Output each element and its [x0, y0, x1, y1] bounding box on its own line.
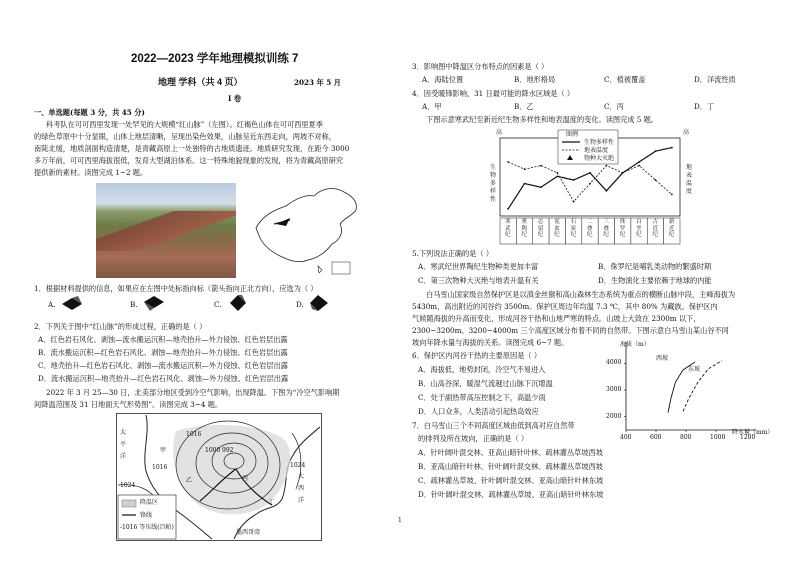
cube-arrow-icon — [308, 293, 330, 313]
section-heading: 一、单选题(每题 3 分，共 45 分) — [34, 108, 145, 117]
chart-left-high: 高 — [496, 129, 503, 136]
biodiversity-point — [540, 186, 542, 188]
q4-stem: 4．因受暖锋影响，31 日最可能的降水区域是（ ） — [412, 89, 575, 98]
chart-legend-title: 图例 — [566, 131, 579, 138]
intro34-line: 2022 年 3 月 25—30 日，北美部分地区受到冷空气影响，出现降温。下图为“冷空气影响期 — [46, 388, 340, 397]
q3-option-b: B．地形格局 — [514, 75, 556, 84]
q7-option-d: D．针叶阔叶混交林、疏林灌丛草坡、亚高山暗针叶林东坡 — [418, 490, 604, 499]
biodiversity-point — [573, 179, 575, 181]
isobar-label: 1000 — [205, 447, 221, 454]
category-label: 二叠纪 — [587, 219, 593, 238]
category-label: 寒武纪 — [505, 219, 511, 238]
temperature-point — [556, 172, 558, 174]
q2-option-c: C．地壳抬升—红色岩石风化、剥蚀—流水搬运沉积—外力侵蚀、红色岩层出露 — [38, 361, 288, 370]
q6-option-a: A．海拔低，地势封闭，冷空气不易进入 — [418, 365, 546, 374]
q5-option-c: C．第三次物种大灭绝与地表升温有关 — [418, 276, 539, 285]
q4-option-c: C．丙 — [604, 102, 624, 111]
volume-label: I 卷 — [228, 94, 242, 103]
legend-cooling: 降温区 — [140, 499, 159, 506]
q6-option-d: D．人口众多，人类活动引起热岛效应 — [418, 407, 539, 416]
category-label: 泥盆纪 — [554, 219, 560, 238]
alt-series-west: 西坡 — [656, 355, 669, 362]
temperature-point — [524, 168, 526, 170]
tick-label: 1200 — [740, 434, 756, 441]
ocean-label: 洋 — [298, 497, 305, 504]
intro-line: 的绿色草原中十分显眼，山体上地层清晰，呈现出染色效果，山脉呈近东西走向，两坡不对称， — [34, 132, 336, 141]
q6-option-b: B．山高谷深，暖湿气流越过山脉下沉增温 — [418, 379, 553, 388]
tick-label: 3000 — [606, 386, 622, 393]
q3-option-d: D．洋流性质 — [694, 75, 736, 84]
intro-line: 科考队在可可西里发现一处罕见的大规模“红山脉”（左图）。红褐色山体在可可西里夏季 — [46, 120, 323, 129]
alt-chart-xlabel: 降水量（mm） — [732, 429, 774, 436]
q5-option-a: A．寒武纪世界陶纪生物种类更加丰富 — [418, 262, 539, 271]
ocean-label: 洋 — [120, 453, 127, 460]
temperature-point — [671, 194, 673, 196]
red-mountain-photo — [96, 183, 236, 278]
ocean-label: 平 — [120, 441, 127, 448]
legend-isobar: -1016 等压线(百帕) — [120, 524, 174, 531]
category-label: 志留纪 — [537, 219, 544, 238]
category-label: 古近纪 — [652, 219, 658, 238]
chart-legend-temp: 地表温度 — [584, 147, 609, 154]
q2-option-b: B．流水搬运沉积—红色岩石风化、剥蚀—地壳抬升—外力侵蚀、红色岩层出露 — [38, 348, 288, 357]
tick-label: 600 — [650, 434, 662, 441]
chart-legend-bio: 生物多样性 — [584, 139, 615, 146]
biodiversity-point — [655, 150, 657, 152]
isobar-label: 992 — [222, 447, 234, 454]
exam-date: 2023 年 5 月 — [294, 78, 341, 87]
tick-label: 4000 — [606, 359, 622, 367]
q7-stem: 的排列及所在坡向，正确的是（ ） — [418, 434, 529, 443]
q7-stem: 7．白马雪山三个不同高度区域由低到高对应自然带 — [412, 421, 575, 430]
q3-option-c: C．植被覆盖 — [604, 75, 646, 84]
temperature-point — [622, 172, 624, 174]
intro-line: 多万年前，可可西里海拔很低，发育大型湖泊体系。这一特殊地貌现象的发现，将为青藏高原研究 — [34, 156, 344, 165]
exam-title: 2022—2023 学年地理模拟训练 7 — [131, 53, 299, 65]
cube-arrow-icon — [142, 294, 166, 312]
marker-yi: 乙 — [186, 477, 193, 484]
q5-option-b: B．侏罗纪是哺乳类动物的繁盛时期 — [598, 262, 712, 271]
gulf-label: 墨西哥湾 — [236, 529, 261, 536]
marker-ding: 丁 — [268, 499, 275, 506]
ocean-label: 大 — [298, 473, 305, 480]
q5-option-d: D．生物演化主要依赖于地球的内能 — [598, 276, 712, 285]
q5-stem: 5.下列说法正确的是（ ） — [412, 249, 494, 258]
category-label: 奥陶纪 — [521, 219, 528, 238]
temperature-point — [540, 165, 542, 167]
biodiversity-point — [524, 183, 526, 185]
marker-jia: 甲 — [160, 447, 167, 454]
intro-line: 南陡北缓，地质剖面构造清楚，是青藏高原上一处独特的古地质遗迹。地质研究发现，在距今 3000 — [34, 144, 350, 153]
q2-option-a: A．红色岩石风化、剥蚀—流水搬运沉积—地壳抬升—外力侵蚀、红色岩层出露 — [38, 335, 288, 344]
q1-option-b: B. — [130, 300, 138, 309]
q1-option-d: D. — [296, 300, 304, 309]
biodiversity-point — [589, 172, 591, 174]
q6-option-c: C．处于副热带高压控制之下，高温少雨 — [418, 393, 546, 402]
intro67-line: 5430m，高出附近的河谷约 3500m。保护区周边年均温 7.3 ℃，其中 80% 为藏族。保护区内 — [412, 302, 718, 311]
q7-option-c: C．疏林灌丛草坡、针叶阔叶混交林、亚高山暗针叶林东坡 — [418, 476, 604, 485]
alt-chart-ylabel: 海拔（m） — [620, 341, 650, 348]
chart-ylabel-right: 地表温度 — [686, 164, 693, 195]
biodiversity-point — [507, 208, 509, 210]
q1-option-c: C. — [214, 300, 222, 309]
intro67-line: 2300~3200m、3200~4000m 三个高度区域分布着不同的自然带。下图示意白马雪山某山谷不同 — [412, 326, 729, 335]
intro-line: 提供新的素材。读图完成 1~2 题。 — [34, 168, 148, 177]
temperature-point — [573, 201, 575, 203]
biodiversity-point — [638, 161, 640, 163]
q2-option-d: D．流水搬运沉积—地壳抬升—红色岩石风化、剥蚀—外力侵蚀、红色岩层出露 — [38, 374, 289, 383]
intro67-line: 坡向年降水量与海拔的关系。读图完成 6~7 题。 — [412, 338, 569, 347]
biodiversity-point — [605, 190, 607, 192]
isobar-label: 1024 — [120, 482, 136, 489]
temperature-point — [605, 165, 607, 167]
tick-label: 400 — [620, 434, 632, 441]
biodiversity-point — [671, 147, 673, 149]
chart-ylabel-left: 生物多样性 — [490, 164, 497, 203]
category-label: 三叠纪 — [603, 219, 609, 238]
cube-arrow-icon — [60, 294, 84, 312]
q4-option-d: D．丁 — [694, 102, 715, 111]
category-label: 白垩纪 — [636, 219, 642, 238]
q7-option-a: A．针叶阔叶混交林、亚高山暗针叶林、疏林灌丛草坡西坡 — [418, 448, 603, 457]
isobar-label: 1024 — [290, 462, 306, 469]
intro67-line: 白马雪山国家级自然保护区是以滇金丝猴和高山森林生态系统为重点的横断山脉中段，主峰海拔为 — [426, 290, 736, 299]
q7-option-b: B．亚高山暗针叶林、针叶阔叶混交林、疏林灌丛草坡西坡 — [418, 462, 603, 471]
temperature-point — [507, 161, 509, 163]
chart-legend-extinct: 物种大灭绝 — [584, 155, 615, 162]
cube-arrow-icon — [226, 293, 248, 313]
intro5: 下图示意寒武纪至新近纪生物多样性和地表温度的变化。读图完成 5 题。 — [426, 115, 658, 124]
isobar-label: 1016 — [186, 431, 202, 438]
weather-map — [116, 413, 322, 541]
legend-front: 锋线 — [140, 512, 153, 519]
intro34-line: 间降温范围及 31 日地面天气形势图”。读图完成 3~4 题。 — [34, 400, 223, 409]
alt-series-east: 东坡 — [688, 366, 701, 373]
isobar-label: 1016 — [152, 464, 168, 471]
q6-stem: 6．保护区内河谷干热的主要原因是（ ） — [412, 351, 542, 360]
tick-label: 800 — [680, 434, 692, 441]
tick-label: 2000 — [606, 412, 622, 420]
temperature-point — [638, 165, 640, 167]
category-label: 新近纪 — [668, 219, 675, 238]
temperature-line — [508, 162, 672, 202]
biodiversity-point — [556, 176, 558, 178]
marker-bing: 丙 — [242, 475, 249, 482]
chart-right-high: 高 — [683, 129, 690, 136]
q4-option-a: A．甲 — [422, 102, 442, 111]
subject-line: 地理 学科（共 4 页） — [158, 77, 243, 87]
china-outline-map — [248, 180, 368, 278]
q2-stem: 2．下列关于图中“红山脉”的形成过程，正确的是（ ） — [34, 322, 207, 331]
ocean-label: 太 — [120, 429, 127, 436]
category-label: 石炭纪 — [570, 219, 577, 238]
q3-stem: 3．影响图中降温区分布特点的因素是（ ） — [412, 62, 549, 71]
tick-label: 1000 — [710, 434, 726, 441]
page-number: 1 — [398, 517, 402, 524]
intro67-line: 气候随海拔的升高而变化，形成河谷干热和山地严寒的特点。山坡上大致在 2300m 以下， — [412, 314, 701, 323]
ocean-label: 西 — [298, 485, 305, 492]
q3-option-a: A．海陆位置 — [422, 75, 464, 84]
temperature-point — [589, 183, 591, 185]
q1-stem: 1．根据材料提供的信息，如果应在左图中处标指向标（箭头指向正北方向），应选为（ ） — [34, 284, 318, 293]
temperature-point — [655, 179, 657, 181]
q1-option-a: A. — [48, 300, 56, 309]
category-label: 侏罗纪 — [619, 219, 626, 238]
q4-option-b: B．乙 — [514, 102, 534, 111]
